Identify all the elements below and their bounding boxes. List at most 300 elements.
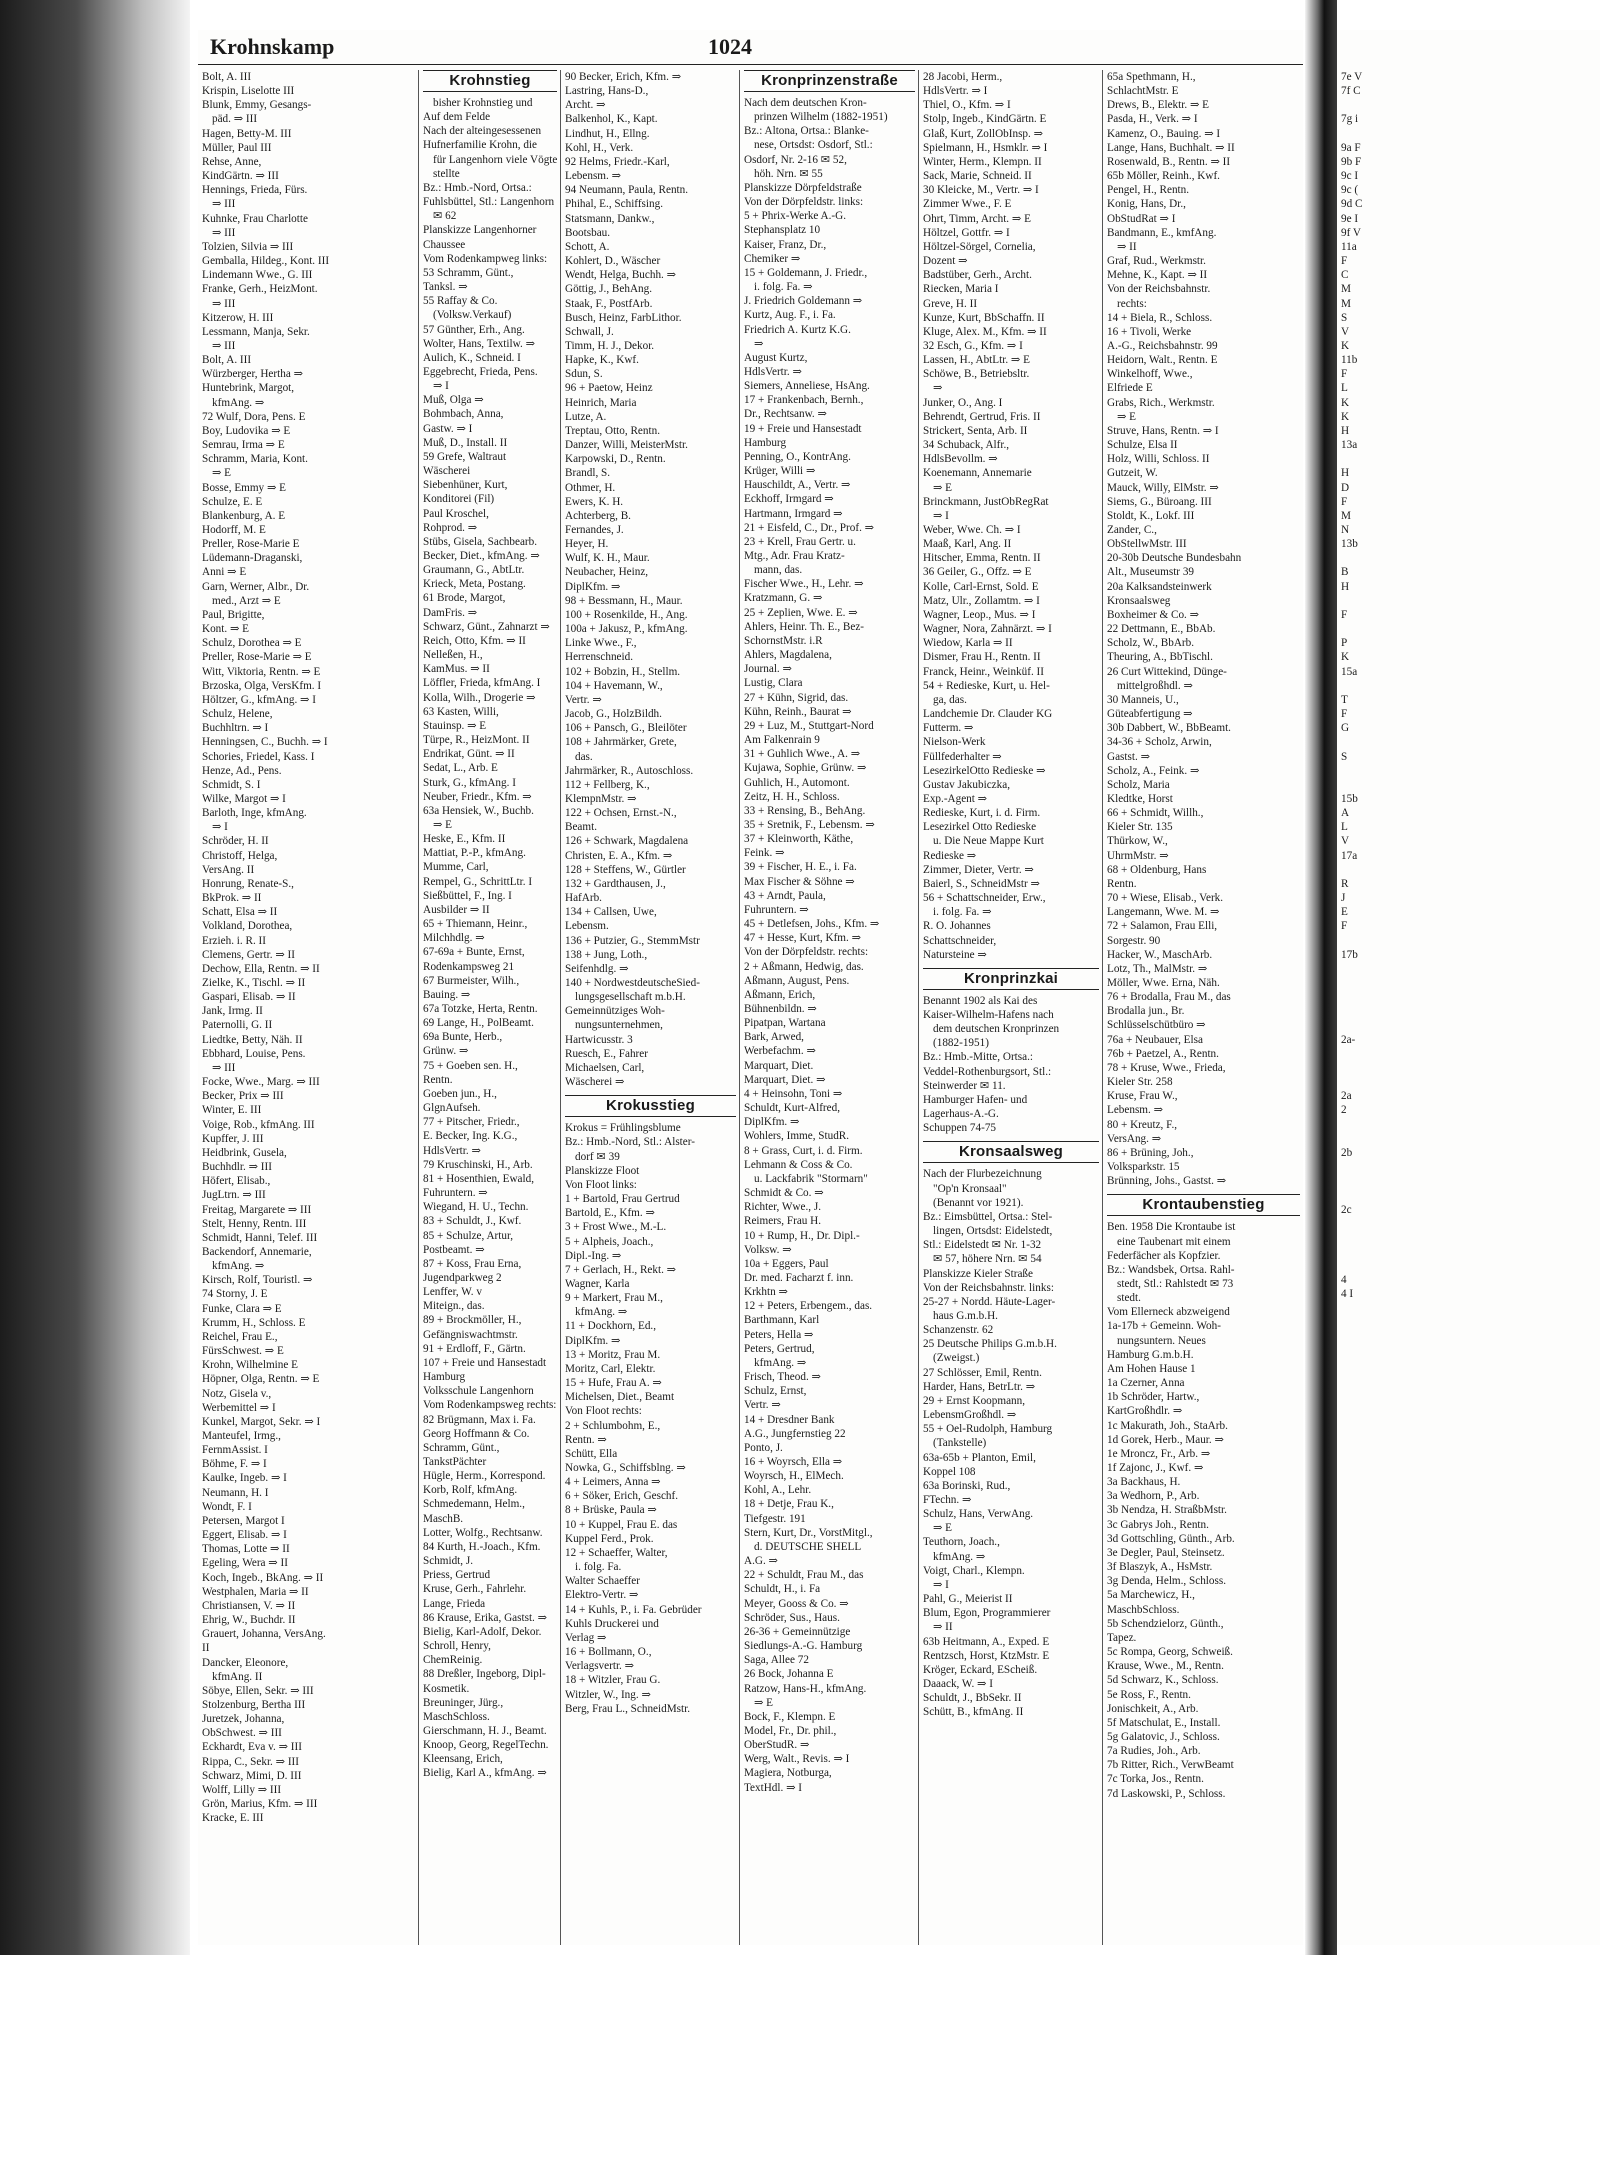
directory-entry: Mtg., Adr. Frau Kratz- [744, 550, 845, 562]
directory-entry: Baierl, S., SchneidMstr ⇒ [923, 877, 1040, 890]
directory-entry: 91 + Erdloff, F., Gärtn. [423, 1342, 526, 1355]
directory-entry: 5c Rompa, Georg, Schweiß. [1107, 1646, 1233, 1659]
street-heading: Kronprinzkai [923, 968, 1099, 990]
directory-entry: DiplKfm. ⇒ [565, 1334, 621, 1347]
directory-entry: TextHdl. ⇒ I [744, 1781, 802, 1794]
directory-entry: BkProk. ⇒ II [202, 892, 262, 905]
directory-entry: 28 Jacobi, Herm., [923, 71, 1003, 83]
directory-entry: 89 + Brockmöller, H., [423, 1314, 522, 1327]
directory-entry: Zielke, K., Tischl. ⇒ II [202, 977, 306, 989]
directory-entry: Kunkel, Margot, Sekr. ⇒ I [202, 1415, 321, 1428]
directory-entry: Rehse, Anne, [202, 155, 262, 168]
directory-entry: Busch, Heinz, FarbLithor. [565, 311, 682, 324]
adjacent-page-entry: 17a [1341, 849, 1358, 862]
directory-entry: dem deutschen Kronprinzen [933, 1023, 1060, 1036]
directory-entry: HafArb. [565, 892, 602, 905]
directory-entry: Matz, Ulr., Zollamtm. ⇒ I [923, 594, 1040, 607]
directory-entry: Franck, Heinr., Weinküf. II [923, 665, 1044, 678]
directory-entry: 53 Schramm, Günt., [423, 266, 514, 279]
directory-entry: Würzberger, Hertha ⇒ [202, 368, 303, 381]
directory-entry: Honrung, Renate-S., [202, 877, 294, 890]
adjacent-page-entry: R [1341, 877, 1349, 890]
directory-entry: Höltzel-Sörgel, Cornelia, [923, 240, 1036, 253]
directory-entry: Schramm, Maria, Kont. [202, 453, 308, 466]
directory-entry: ⇒ III [212, 226, 236, 239]
directory-entry: Winter, E. III [202, 1104, 262, 1117]
directory-entry: Becker, Prix ⇒ III [202, 1090, 284, 1103]
adjacent-page-entry [1341, 863, 1600, 877]
directory-entry: ⇒ E [754, 1696, 774, 1709]
directory-entry: Schott, A. [565, 240, 610, 253]
directory-entry: KartGroßhdlr. ⇒ [1107, 1405, 1183, 1418]
adjacent-page-entry: 15a [1341, 665, 1358, 678]
adjacent-page-entry: M [1341, 297, 1351, 310]
directory-entry: Scholz, A., Feink. ⇒ [1107, 764, 1200, 777]
directory-entry: Christen, E. A., Kfm. ⇒ [565, 849, 673, 862]
directory-entry: Preller, Rose-Marie E [202, 538, 300, 551]
street-heading: Kronsaalsweg [923, 1141, 1099, 1163]
directory-entry: stedt. [1117, 1292, 1141, 1305]
directory-entry: Tolzien, Silvia ⇒ III [202, 240, 294, 253]
directory-entry: Möller, Wwe. Erna, Näh. [1107, 977, 1220, 989]
directory-entry: 87 + Koss, Frau Erna, [423, 1257, 522, 1270]
directory-entry: 128 + Steffens, W., Gürtler [565, 863, 686, 876]
adjacent-page-entry: F [1341, 608, 1348, 621]
directory-entry: Brandl, S. [565, 467, 611, 480]
adjacent-page-entry: B [1341, 566, 1349, 579]
directory-entry: 63b Heitmann, A., Exped. E [923, 1635, 1050, 1648]
directory-entry: Sack, Marie, Schneid. II [923, 170, 1032, 183]
adjacent-page-entry: H [1341, 580, 1350, 593]
directory-entry: Kolle, Carl-Ernst, Sold. E [923, 580, 1039, 593]
directory-entry: Krokus = Frühlingsblume [565, 1122, 681, 1135]
directory-entry: Bz.: Hmb.-Nord, Stl.: Alster- [565, 1136, 695, 1149]
directory-entry: Ahlers, Magdalena, [744, 649, 832, 662]
directory-entry: Krumm, H., Schloss. E [202, 1316, 306, 1329]
directory-entry: Wilke, Margot ⇒ I [202, 792, 286, 805]
directory-entry: 102 + Bobzin, H., Stellm. [565, 665, 681, 678]
directory-entry: Eckhoff, Irmgard ⇒ [744, 493, 834, 506]
directory-entry: 68 + Oldenburg, Hans [1107, 863, 1207, 876]
directory-entry: Semrau, Irma ⇒ E [202, 439, 285, 452]
directory-entry: ⇒ II [933, 1621, 953, 1634]
adjacent-page-entry: D [1341, 481, 1350, 494]
directory-entry: 5d Schwarz, K., Schloss. [1107, 1674, 1219, 1687]
directory-entry: Wendt, Helga, Buchh. ⇒ [565, 269, 676, 282]
directory-entry: Ratzow, Hans-H., kfmAng. [744, 1682, 867, 1695]
directory-entry: 66 + Schmidt, Willh., [1107, 807, 1204, 820]
directory-entry: 65b Möller, Reinh., Kwf. [1107, 170, 1220, 183]
directory-entry: ⇒ III [212, 198, 236, 211]
adjacent-page-entry [1341, 1160, 1600, 1174]
directory-entry: Grön, Marius, Kfm. ⇒ III [202, 1798, 318, 1811]
directory-entry: DiplKfm. ⇒ [565, 580, 621, 593]
adjacent-page-entry: 4 [1341, 1274, 1347, 1287]
directory-entry: Koppel 108 [923, 1465, 976, 1478]
directory-entry: Grünw. ⇒ [423, 1045, 469, 1058]
directory-entry: Von der Dörpfeldstr. links: [744, 196, 864, 209]
directory-entry: ⇒ E [1117, 410, 1137, 423]
directory-entry: Huntebrink, Margot, [202, 382, 295, 395]
adjacent-page-entry: 17b [1341, 948, 1358, 961]
directory-entry: Tanksl. ⇒ [423, 281, 468, 294]
directory-entry: 84 Kurth, H.-Joach., Kfm. [423, 1540, 541, 1553]
directory-entry: Kledtke, Horst [1107, 792, 1173, 805]
directory-entry: Rippa, C., Sekr. ⇒ III [202, 1755, 299, 1768]
directory-entry: E. Becker, Ing. K.G., [423, 1130, 518, 1143]
adjacent-page-entry: 7e V [1341, 71, 1363, 83]
directory-entry: Funke, Clara ⇒ E [202, 1302, 282, 1315]
running-head-street: Krohnskamp [210, 34, 335, 59]
directory-entry: Von Floot rechts: [565, 1405, 642, 1418]
directory-entry: 72 + Salamon, Frau Elli, [1107, 920, 1218, 933]
directory-entry: Gustav Jakubiczka, [923, 778, 1010, 791]
directory-entry: ⇒ E [433, 818, 453, 831]
directory-entry: lingen, Ortsdst: Eidelstedt, [933, 1225, 1053, 1238]
directory-entry: 98 + Bessmann, H., Maur. [565, 594, 683, 607]
directory-entry: Walter Schaeffer [565, 1575, 640, 1588]
directory-entry: Benannt 1902 als Kai des [923, 994, 1038, 1007]
directory-entry: Schanzenstr. 62 [923, 1324, 994, 1337]
adjacent-page-entry [1341, 679, 1600, 693]
directory-entry: Schütt, Ella [565, 1447, 618, 1460]
directory-entry: 65 + Thiemann, Heinr., [423, 918, 528, 931]
directory-entry: Thürkow, W., [1107, 835, 1168, 848]
directory-entry: 3g Denda, Helm., Schloss. [1107, 1575, 1227, 1588]
directory-entry: Seifenhdlg. ⇒ [565, 962, 629, 975]
adjacent-page-entry: H [1341, 424, 1350, 437]
directory-columns [198, 70, 1303, 1945]
directory-entry: Gierschmann, H. J., Beamt. [423, 1724, 547, 1737]
directory-entry: Rentzsch, Horst, KtzMstr. E [923, 1649, 1050, 1662]
directory-entry: Sießbüttel, F., Ing. I [423, 889, 512, 902]
directory-entry: Woyrsch, H., ElMech. [744, 1470, 844, 1483]
directory-entry: Nach der alteingesessenen [423, 125, 542, 138]
page-header [198, 30, 1303, 65]
directory-entry: Federfächer als Kopfzier. [1107, 1249, 1221, 1262]
directory-entry: 5 + Alpheis, Joach., [565, 1235, 654, 1248]
directory-entry: med., Arzt ⇒ E [212, 594, 281, 607]
adjacent-page-entry: 9f V [1341, 226, 1361, 239]
directory-entry: 9 + Markert, Frau M., [565, 1292, 663, 1305]
directory-entry: 67-69a + Bunte, Ernst, [423, 946, 525, 959]
directory-entry: Dr., Rechtsanw. ⇒ [744, 408, 827, 421]
directory-entry: Struve, Hans, Rentn. ⇒ I [1107, 424, 1219, 437]
directory-entry: Dechow, Ella, Rentn. ⇒ II [202, 962, 320, 975]
directory-entry: 31 + Guhlich Wwe., A. ⇒ [744, 748, 861, 761]
directory-entry: Muß, Olga ⇒ [423, 394, 484, 407]
directory-entry: 106 + Pansch, G., Bleilöter [565, 722, 687, 735]
directory-entry: Zimmer Wwe., F. E [923, 198, 1012, 211]
adjacent-page-entry [1341, 1245, 1600, 1259]
directory-entry: Guhlich, H., Automont. [744, 776, 850, 789]
directory-entry: Fernandes, J. [565, 524, 624, 536]
directory-entry: Harder, Hans, BetrLtr. ⇒ [923, 1380, 1036, 1393]
directory-entry: Reichel, Frau E., [202, 1330, 278, 1343]
directory-entry: Hapke, K., Kwf. [565, 354, 639, 367]
directory-entry: Scholz, Maria [1107, 778, 1170, 791]
street-heading: Krokusstieg [565, 1095, 736, 1117]
directory-entry: Hennings, Frieda, Fürs. [202, 184, 308, 197]
directory-entry: u. Lackfabrik "Stormarn" [754, 1172, 868, 1185]
directory-entry: Exp.-Agent ⇒ [923, 792, 988, 805]
adjacent-page-entry [1341, 1174, 1600, 1188]
directory-entry: 5b Schendzielorz, Günth., [1107, 1617, 1224, 1630]
directory-entry: Korb, Rolf, kfmAng. [423, 1484, 518, 1497]
directory-entry: Krause, Wwe., M., Rentn. [1107, 1660, 1224, 1673]
directory-entry: Sorgestr. 90 [1107, 934, 1161, 947]
directory-entry: nese, Ortsdst: Osdorf, Stl.: [754, 139, 873, 152]
directory-entry: FürsSchwest. ⇒ E [202, 1345, 284, 1358]
directory-entry: Dozent ⇒ [923, 255, 968, 268]
directory-entry: Schwarz, Mimi, D. III [202, 1769, 302, 1782]
directory-entry: Kleensang, Erich, [423, 1753, 503, 1766]
directory-entry: 134 + Callsen, Uwe, [565, 906, 657, 919]
directory-entry: 2 + Schlumbohm, E., [565, 1419, 661, 1432]
directory-entry: Nach der Flurbezeichnung [923, 1168, 1042, 1181]
directory-entry: Riecken, Maria I [923, 283, 999, 296]
directory-entry: Scholz, W., BbArb. [1107, 637, 1195, 650]
directory-entry: (Benannt vor 1921). [933, 1196, 1024, 1209]
directory-entry: 90 Becker, Erich, Kfm. ⇒ [565, 71, 682, 83]
directory-entry: d. DEUTSCHE SHELL [754, 1540, 862, 1553]
directory-entry: 78 + Kruse, Wwe., Frieda, [1107, 1061, 1226, 1074]
directory-entry: Wagner, Leop., Mus. ⇒ I [923, 608, 1036, 621]
directory-entry: Böhme, F. ⇒ I [202, 1458, 267, 1471]
directory-entry: Peters, Hella ⇒ [744, 1328, 814, 1341]
directory-entry: SchlachtMstr. E [1107, 85, 1179, 98]
adjacent-page-entry [1341, 551, 1600, 565]
street-heading: Kronprinzenstraße [744, 70, 915, 92]
directory-entry: 26 Bock, Johanna E [744, 1668, 834, 1681]
directory-entry: 16 + Tivoli, Werke [1107, 325, 1192, 338]
directory-entry: R. O. Johannes [923, 920, 991, 933]
directory-entry: 7a Rudies, Joh., Arb. [1107, 1745, 1201, 1758]
directory-entry: Beamt. [565, 821, 598, 834]
directory-entry: Landchemie Dr. Clauder KG [923, 708, 1053, 721]
directory-entry: Schmidt, S. I [202, 778, 261, 791]
directory-entry: Mumme, Carl, [423, 861, 489, 874]
directory-entry: KlempnMstr. ⇒ [565, 792, 637, 805]
directory-entry: Natursteine ⇒ [923, 948, 987, 961]
directory-entry: 20-30b Deutsche Bundesbahn [1107, 552, 1242, 565]
directory-entry: JugLtrn. ⇒ III [202, 1189, 266, 1202]
adjacent-page-entry [1341, 127, 1600, 141]
directory-entry: Verlag ⇒ [565, 1631, 607, 1644]
directory-entry: Fuhruntern. ⇒ [423, 1187, 488, 1200]
directory-entry: Kohl, A., Lehr. [744, 1484, 812, 1497]
adjacent-page-entry: K [1341, 651, 1350, 664]
directory-entry: Christoff, Helga, [202, 849, 278, 862]
directory-entry: Von der Dörpfeldstr. rechts: [744, 946, 869, 959]
directory-entry: Juretzek, Johanna, [202, 1713, 285, 1726]
directory-entry: Lagerhaus-A.-G. [923, 1108, 999, 1121]
adjacent-page-entry [1341, 1259, 1600, 1273]
directory-entry: Wulf, K. H., Maur. [565, 552, 650, 565]
directory-entry: 21 + Eisfeld, C., Dr., Prof. ⇒ [744, 521, 875, 534]
directory-entry: 36 Geiler, G., Offz. ⇒ E [923, 566, 1032, 579]
directory-entry: Pasda, H., Verk. ⇒ I [1107, 113, 1198, 126]
directory-entry: A.G., Jungfernstieg 22 [744, 1427, 846, 1440]
directory-entry: A.-G., Reichsbahnstr. 99 [1107, 339, 1218, 352]
directory-entry: Gaspari, Elisab. ⇒ II [202, 991, 296, 1004]
directory-entry: Clemens, Gertr. ⇒ II [202, 948, 295, 961]
directory-entry: FTechn. ⇒ [923, 1494, 972, 1506]
directory-entry: Kruse, Frau W., [1107, 1090, 1178, 1103]
adjacent-page-entry: 9d C [1341, 198, 1363, 211]
directory-entry: 20a Kalksandsteinwerk [1107, 580, 1212, 593]
directory-entry: Penning, O., KontrAng. [744, 450, 851, 463]
directory-entry: Bark, Arwed, [744, 1031, 804, 1044]
directory-entry: 32 Esch, G., Kfm. ⇒ I [923, 339, 1023, 352]
directory-entry: 30 Manneis, U., [1107, 693, 1179, 706]
directory-entry: Tiefgestr. 191 [744, 1512, 806, 1525]
street-heading: Krohnstieg [423, 70, 557, 92]
directory-entry: Strickert, Senta, Arb. II [923, 424, 1028, 437]
directory-entry: Glaß, Kurt, ZollObInsp. ⇒ [923, 127, 1043, 140]
directory-entry: Henze, Ad., Pens. [202, 764, 282, 777]
directory-entry: 27 Schlösser, Emil, Rentn. [923, 1366, 1042, 1379]
adjacent-page-entry [1341, 1217, 1600, 1231]
directory-entry: Behrendt, Gertrud, Fris. II [923, 410, 1041, 423]
directory-entry: ⇒ I [433, 380, 449, 393]
directory-entry: Winkelhoff, Wwe., [1107, 368, 1193, 381]
directory-entry: Kujawa, Sophie, Grünw. ⇒ [744, 762, 867, 775]
directory-entry: 72 Wulf, Dora, Pens. E [202, 410, 306, 423]
directory-entry: rechts: [1117, 297, 1147, 310]
directory-entry: Stauinsp. ⇒ E [423, 719, 487, 732]
directory-entry: 6 + Söker, Erich, Geschf. [565, 1490, 679, 1503]
directory-entry: Buchhltrn. ⇒ I [202, 722, 269, 735]
adjacent-page-entry [1341, 990, 1600, 1004]
directory-entry: Dr. med. Facharzt f. inn. [744, 1271, 854, 1284]
directory-entry: Stolp, Ingeb., KindGärtn. E [923, 113, 1047, 126]
directory-entry: ✉ 62 [433, 210, 457, 223]
directory-entry: Wondt, F. I [202, 1500, 252, 1513]
directory-entry: Petersen, Margot I [202, 1514, 285, 1527]
directory-entry: Schramm, Günt., [423, 1441, 500, 1454]
directory-entry: HdlsVertr. ⇒ [423, 1144, 481, 1157]
directory-entry: 4 + Leimers, Anna ⇒ [565, 1476, 661, 1489]
directory-entry: 112 + Fellberg, K., [565, 778, 650, 791]
directory-entry: Redieske, Kurt, i. d. Firm. [923, 807, 1041, 820]
directory-entry: 63 Kasten, Willi, [423, 705, 499, 718]
directory-entry: Heinrich, Maria [565, 396, 637, 409]
directory-entry: Marquart, Diet. [744, 1059, 814, 1072]
directory-entry: DiplKfm. ⇒ [744, 1116, 800, 1129]
directory-entry: Meyer, Gooss & Co. ⇒ [744, 1597, 849, 1610]
directory-entry: 86 + Brüning, Joh., [1107, 1146, 1194, 1159]
directory-entry: kfmAng. ⇒ [212, 396, 265, 409]
adjacent-page-entry: 7f C [1341, 85, 1361, 98]
directory-entry: 75 + Goeben sen. H., [423, 1059, 518, 1072]
directory-column-4 [739, 70, 919, 1945]
directory-entry: Zander, C., [1107, 524, 1157, 536]
directory-entry: Miteign., das. [423, 1300, 485, 1313]
directory-entry: 63a Borinski, Rud., [923, 1479, 1011, 1492]
directory-entry: 4 + Heinsohn, Toni ⇒ [744, 1087, 843, 1100]
directory-entry: Krohn, Wilhelmine E [202, 1359, 298, 1372]
adjacent-page-entry: 2a [1341, 1090, 1352, 1103]
adjacent-page-entry: L [1341, 821, 1348, 834]
directory-entry: Siedlungs-A.-G. Hamburg [744, 1640, 863, 1653]
directory-entry: Lastring, Hans-D., [565, 85, 649, 98]
directory-entry: Voige, Rob., kfmAng. III [202, 1118, 315, 1131]
directory-entry: Bosse, Emmy ⇒ E [202, 481, 286, 494]
directory-entry: Werbemittel ⇒ I [202, 1401, 276, 1414]
directory-entry: 10a + Eggers, Paul [744, 1257, 829, 1270]
directory-entry: Boy, Ludovika ⇒ E [202, 424, 291, 437]
directory-entry: Schwarz, Günt., Zahnarzt ⇒ [423, 620, 550, 633]
directory-entry: 67 Burmeister, Wilh., [423, 974, 520, 987]
adjacent-page-entry [1341, 622, 1600, 636]
directory-entry: Georg Hoffmann & Co. [423, 1427, 530, 1440]
adjacent-page-entry: T [1341, 693, 1348, 706]
directory-column-1 [198, 70, 418, 1945]
directory-entry: Thiel, O., Kfm. ⇒ I [923, 99, 1011, 112]
directory-entry: 57 Günther, Erh., Ang. [423, 323, 525, 336]
directory-entry: Rentn. [1107, 877, 1137, 890]
directory-entry: Lenffer, W. v [423, 1286, 482, 1299]
directory-entry: Elfriede E [1107, 382, 1153, 395]
directory-entry: Blunk, Emmy, Gesangs- [202, 99, 312, 112]
directory-entry: 96 + Paetow, Heinz [565, 382, 653, 395]
directory-entry: 45 + Detlefsen, Johs., Kfm. ⇒ [744, 918, 880, 931]
directory-entry: Rentn. [423, 1073, 453, 1086]
directory-entry: Von der Reichsbahnstr. [1107, 283, 1211, 296]
adjacent-page-entry: K [1341, 396, 1350, 409]
directory-entry: Elektro-Vertr. ⇒ [565, 1589, 639, 1602]
directory-entry: 29 + Ernst Koopmann, [923, 1394, 1026, 1407]
directory-entry: 1a Czerner, Anna [1107, 1377, 1185, 1390]
adjacent-page-entry: 11a [1341, 240, 1357, 253]
adjacent-page-entry: 7g i [1341, 113, 1359, 126]
directory-entry: KindGärtn. ⇒ III [202, 170, 279, 183]
directory-entry: 108 + Jahrmärker, Grete, [565, 736, 677, 749]
directory-entry: Bartold, E., Kfm. ⇒ [565, 1207, 655, 1220]
directory-entry: Michelsen, Diet., Beamt [565, 1391, 675, 1404]
directory-entry: Kuhnke, Frau Charlotte [202, 212, 308, 225]
directory-entry: GlgnAufseh. [423, 1102, 481, 1115]
directory-entry: 88 Dreßler, Ingeborg, Dipl- [423, 1668, 546, 1681]
directory-entry: Anni ⇒ E [202, 566, 247, 579]
directory-entry: Hügle, Herm., Korrespond. [423, 1470, 546, 1483]
directory-entry: Hagen, Betty-M. III [202, 127, 292, 140]
directory-entry: Hauschildt, A., Vertr. ⇒ [744, 479, 851, 492]
directory-entry: Pahl, G., Meierist II [923, 1593, 1013, 1606]
directory-entry: Wolff, Lilly ⇒ III [202, 1783, 282, 1796]
adjacent-page-entry: 13b [1341, 538, 1358, 551]
directory-entry: 2 + Aßmann, Hedwig, das. [744, 960, 864, 973]
adjacent-page-fragment [1337, 30, 1600, 1945]
directory-entry: Rohprod. ⇒ [423, 521, 478, 534]
adjacent-page-entry: M [1341, 509, 1351, 522]
directory-entry: Badstüber, Gerh., Archt. [923, 269, 1032, 282]
directory-entry: Göttig, J., BehAng. [565, 283, 653, 296]
directory-entry: Lange, Frieda [423, 1597, 486, 1610]
directory-entry: Kieler Str. 135 [1107, 821, 1173, 834]
directory-entry: Schuldt, Kurt-Alfred, [744, 1102, 841, 1115]
directory-entry: 8 + Grass, Curt, i. d. Firm. [744, 1144, 863, 1157]
directory-entry: Heidorn, Walt., Rentn. E [1107, 354, 1218, 367]
directory-entry: Sturk, G., kfmAng. I [423, 776, 516, 789]
directory-entry: Endrikat, Günt. ⇒ II [423, 748, 515, 761]
directory-entry: Maaß, Karl, Ang. II [923, 538, 1012, 551]
directory-entry: Wagner, Karla [565, 1277, 630, 1290]
directory-entry: 14 + Dresdner Bank [744, 1413, 835, 1426]
directory-entry: Söbye, Ellen, Sekr. ⇒ III [202, 1684, 314, 1697]
directory-entry: 63a-65b + Planton, Emil, [923, 1451, 1036, 1464]
